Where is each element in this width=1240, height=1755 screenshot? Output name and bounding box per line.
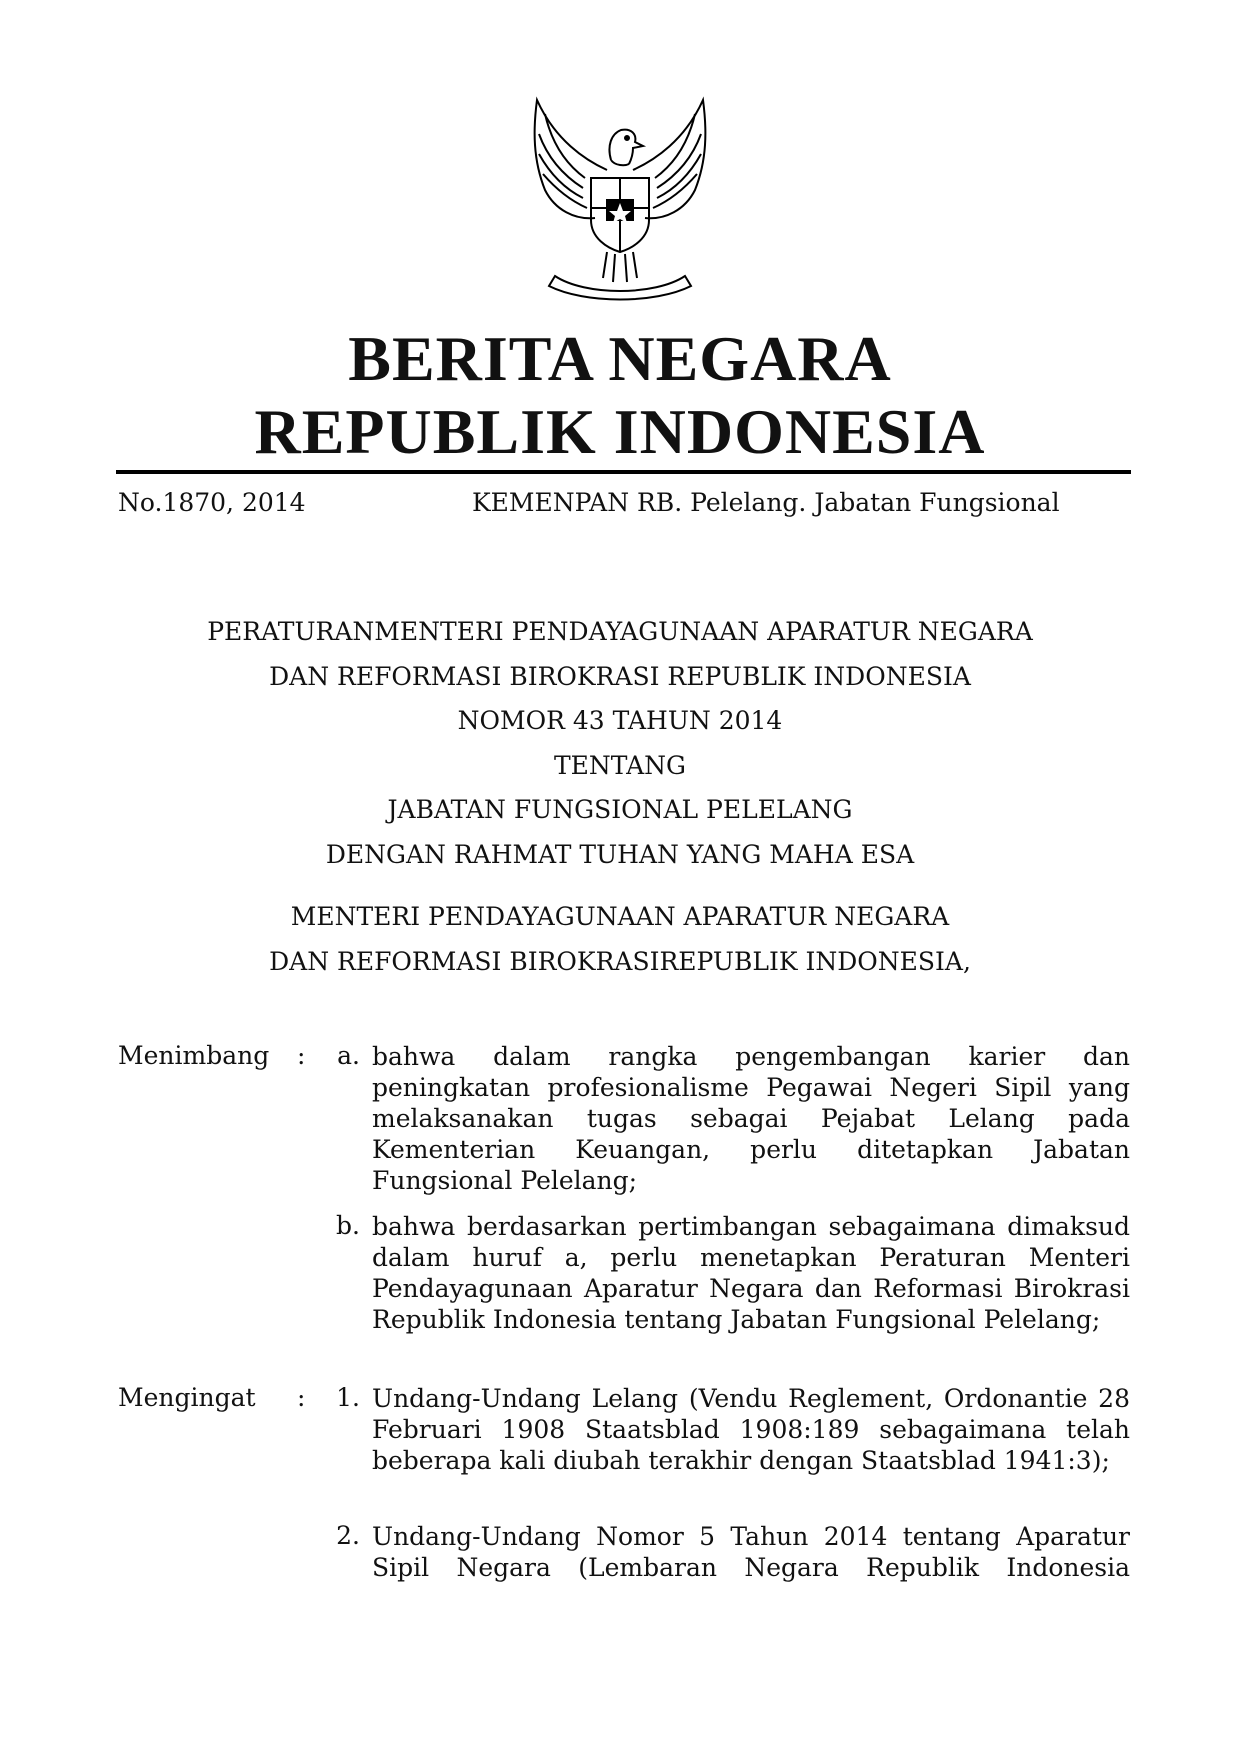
publication-number: No.1870, 2014 bbox=[118, 488, 306, 517]
heading-line: TENTANG bbox=[553, 750, 686, 780]
masthead-subtitle: REPUBLIK INDONESIA bbox=[254, 396, 986, 467]
heading-line: PERATURANMENTERI PENDAYAGUNAAN APARATUR NEGARA bbox=[207, 617, 1033, 646]
item-marker: b. bbox=[336, 1211, 360, 1240]
heading-line: NOMOR 43 TAHUN 2014 bbox=[457, 706, 783, 735]
masthead-title: BERITA NEGARA bbox=[348, 323, 892, 394]
heading-line: DAN REFORMASI BIROKRASIREPUBLIK INDONESIA, bbox=[269, 946, 971, 976]
considering-item-b: bahwa berdasarkan pertimbangan sebagaimana dimaksud dalam huruf a, perlu menetapkan Peraturan Menteri Pendayagunaan Aparatur Negara dan Reformasi Birokrasi Republik Indonesia tentang Jabatan Fungsional Pelelang; bbox=[372, 1212, 1130, 1334]
heading-line: DAN REFORMASI BIROKRASI REPUBLIK INDONESIA bbox=[269, 661, 971, 691]
publication-subject: KEMENPAN RB. Pelelang. Jabatan Fungsional bbox=[472, 488, 1060, 517]
item-marker: 1. bbox=[336, 1383, 360, 1412]
heading-line: JABATAN FUNGSIONAL PELELANG bbox=[387, 795, 853, 824]
recalling-item-2: Undang-Undang Nomor 5 Tahun 2014 tentang Aparatur Sipil Negara (Lembaran Negara Republik Indonesia bbox=[372, 1522, 1130, 1582]
recalling-colon: : bbox=[297, 1383, 306, 1412]
item-marker: 2. bbox=[336, 1521, 360, 1550]
garuda-emblem bbox=[515, 90, 725, 305]
recalling-label: Mengingat bbox=[118, 1383, 256, 1412]
recalling-item-1: Undang-Undang Lelang (Vendu Reglement, Ordonantie 28 Februari 1908 Staatsblad 1908:189 sebagaimana telah beberapa kali diubah terakhir dengan Staatsblad 1941:3); bbox=[372, 1384, 1130, 1475]
heading-line: MENTERI PENDAYAGUNAAN APARATUR NEGARA bbox=[290, 902, 950, 931]
heading-line: DENGAN RAHMAT TUHAN YANG MAHA ESA bbox=[325, 839, 915, 869]
considering-colon: : bbox=[297, 1041, 306, 1070]
header-divider bbox=[116, 470, 1131, 474]
regulation-heading bbox=[0, 610, 1240, 877]
item-marker: a. bbox=[337, 1041, 360, 1070]
minister-heading bbox=[0, 895, 1240, 984]
considering-item-a: bahwa dalam rangka pengembangan karier dan peningkatan profesionalisme Pegawai Negeri Sipil yang melaksanakan tugas sebagai Pejabat Lelang pada Kementerian Keuangan, perlu ditetapkan Jabatan Fungsional Pelelang; bbox=[372, 1042, 1130, 1195]
considering-label: Menimbang bbox=[118, 1041, 270, 1070]
